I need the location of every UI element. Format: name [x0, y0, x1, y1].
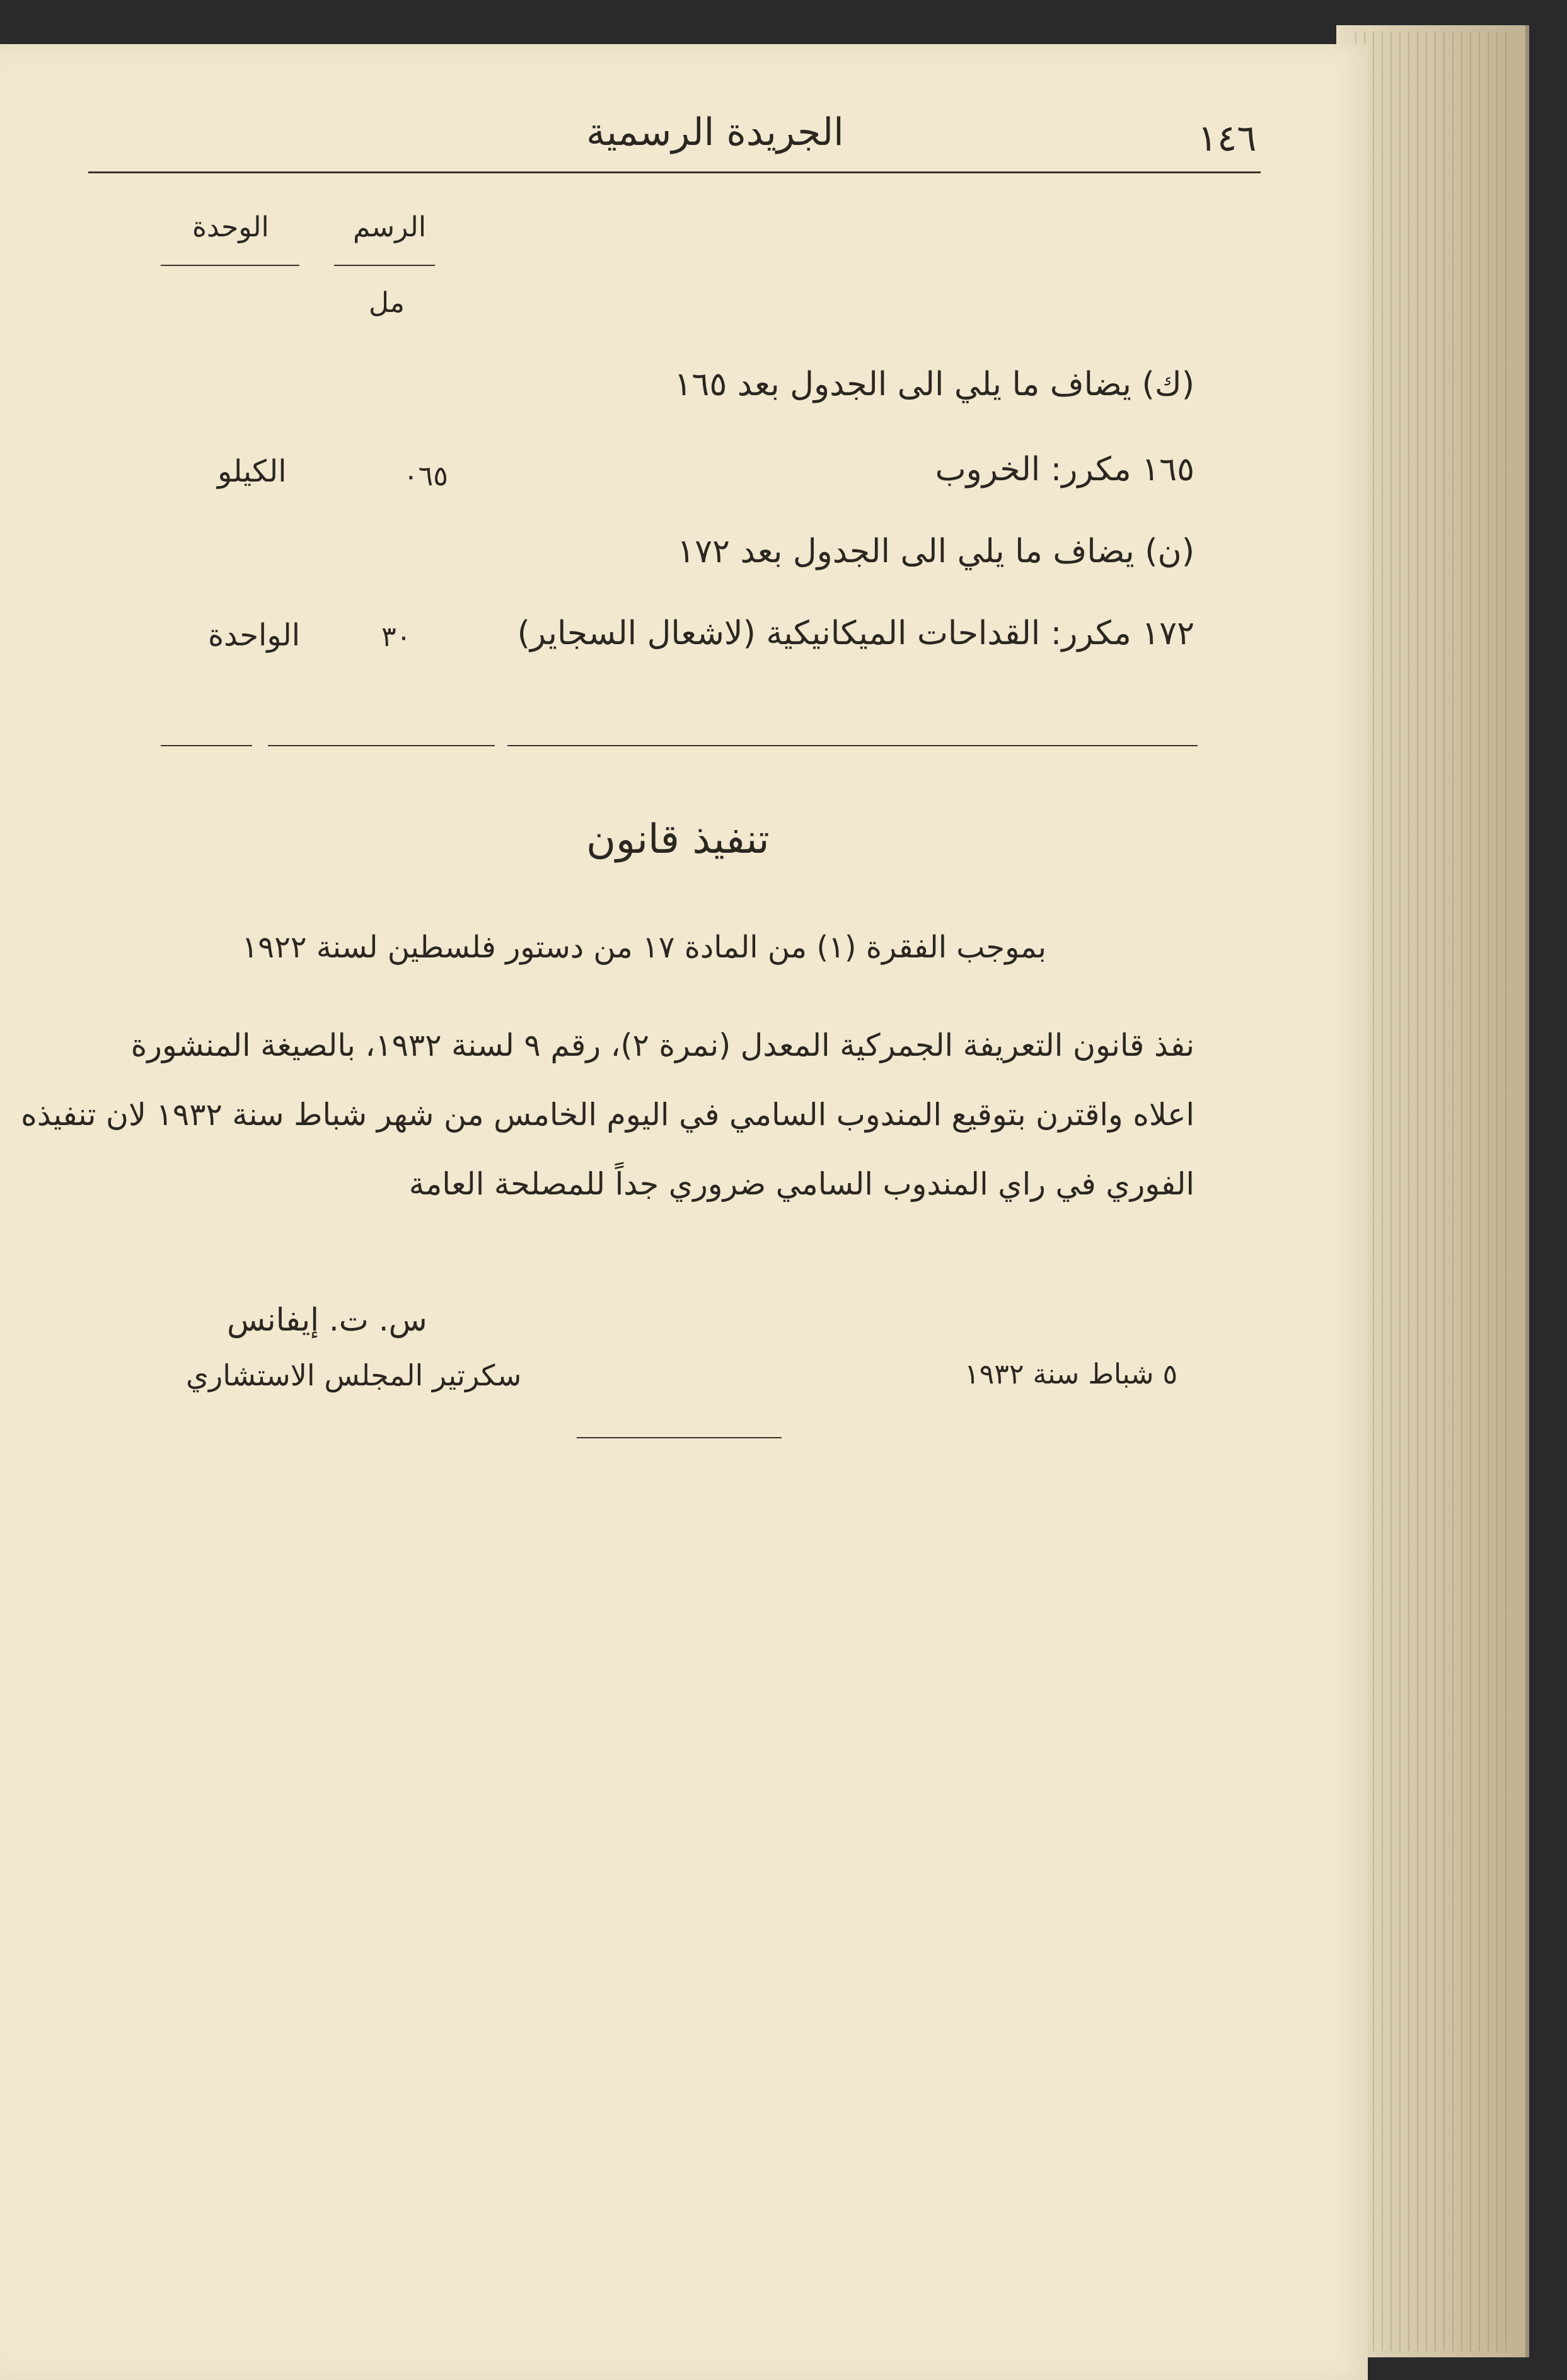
- fee-column-header: الرسم: [353, 211, 427, 243]
- fee-unit-label: مل: [369, 287, 405, 319]
- item-172-fee: ٣٠: [381, 621, 412, 653]
- section-title: تنفيذ قانون: [586, 816, 770, 863]
- separator-rule-right: [507, 745, 1198, 746]
- item-172-unit: الواحدة: [208, 618, 301, 653]
- item-165-fee: ٠٦٥: [403, 460, 448, 492]
- item-k-text: (ك) يضاف ما يلي الى الجدول بعد ١٦٥: [674, 366, 1194, 403]
- signatory-name: س. ت. إيفانس: [227, 1302, 427, 1338]
- item-172-text: ١٧٢ مكرر: القداحات الميكانيكية (لاشعال السجاير): [517, 615, 1194, 652]
- unit-column-header: الوحدة: [192, 211, 269, 243]
- page-stack-lines: [1355, 32, 1513, 2351]
- body-line-3: الفوري في راي المندوب السامي ضروري جداً للمصلحة العامة: [408, 1166, 1194, 1202]
- item-165-unit: الكيلو: [217, 454, 287, 489]
- signature-date: ٥ شباط سنة ١٩٣٢: [964, 1358, 1178, 1390]
- page-header-title: الجريدة الرسمية: [586, 110, 844, 154]
- item-165-text: ١٦٥ مكرر: الخروب: [935, 451, 1194, 488]
- document-page: [0, 44, 1368, 2380]
- unit-column-rule: [161, 265, 299, 266]
- item-n-text: (ن) يضاف ما يلي الى الجدول بعد ١٧٢: [677, 533, 1194, 570]
- body-line-1: نفذ قانون التعريفة الجمركية المعدل (نمرة ٢)، رقم ٩ لسنة ١٩٣٢، بالصيغة المنشورة: [130, 1027, 1194, 1063]
- page-number: ١٤٦: [1198, 117, 1257, 159]
- section-subtitle: بموجب الفقرة (١) من المادة ١٧ من دستور فلسطين لسنة ١٩٢٢: [241, 930, 1046, 965]
- fee-column-rule: [334, 265, 435, 266]
- header-rule: [88, 171, 1261, 173]
- signatory-role: سكرتير المجلس الاستشاري: [186, 1358, 522, 1392]
- end-rule: [577, 1437, 782, 1438]
- separator-rule-left: [161, 745, 252, 746]
- separator-rule-middle: [268, 745, 495, 746]
- body-line-2: اعلاه واقترن بتوقيع المندوب السامي في اليوم الخامس من شهر شباط سنة ١٩٣٢ لان تنفيذه: [21, 1097, 1194, 1133]
